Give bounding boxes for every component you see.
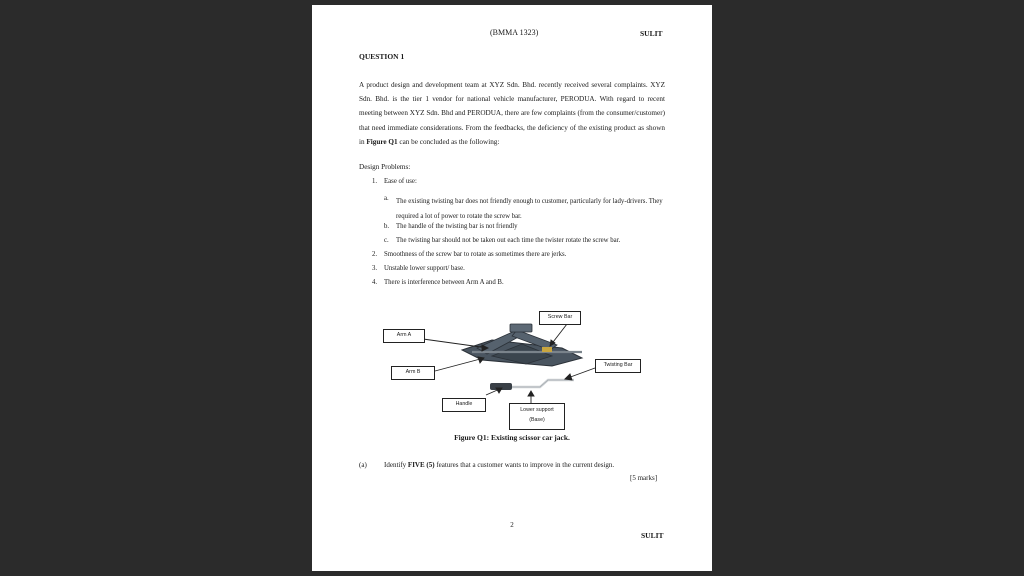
design-problems-title: Design Problems: <box>359 163 411 171</box>
label-twisting-bar: Twisting Bar <box>595 359 641 373</box>
figure-q1 <box>312 300 712 450</box>
part-a-question <box>384 461 614 469</box>
arrow-arm-a <box>423 339 488 348</box>
subproblem-letter: c. <box>384 237 389 244</box>
figure-reference: Figure Q1 <box>366 137 398 146</box>
footer-classification: SULIT <box>641 531 664 540</box>
problem-text: Unstable lower support/ base. <box>384 265 465 272</box>
paragraph-text-end: can be concluded as the following: <box>399 137 500 146</box>
subproblem-letter: a. <box>384 195 389 202</box>
subproblem-text: The handle of the twisting bar is not friendly <box>396 223 518 230</box>
question-title: QUESTION 1 <box>359 52 405 61</box>
arrow-head <box>565 374 572 380</box>
label-lower-support <box>509 403 565 430</box>
problem-number: 4. <box>372 279 378 286</box>
problem-number: 2. <box>372 251 378 258</box>
arrow-head <box>528 391 534 396</box>
problem-text: There is interference between Arm A and B. <box>384 279 504 286</box>
question-paragraph <box>359 78 665 149</box>
label-handle: Handle <box>442 398 486 412</box>
problem-text: Smoothness of the screw bar to rotate as sometimes there are jerks. <box>384 251 567 258</box>
label-lower-support-line1: Lower support <box>520 407 554 413</box>
header-classification: SULIT <box>640 29 663 38</box>
label-lower-support-line2: (Base) <box>529 417 545 423</box>
page-number: 2 <box>510 521 514 529</box>
jack-saddle-shape <box>510 324 532 332</box>
part-a-text-end: features that a customer wants to improve in the current design. <box>436 461 615 469</box>
part-a-count: FIVE (5) <box>407 461 435 469</box>
paragraph-text: A product design and development team at XYZ Sdn. Bhd. recently received several complaints. XYZ Sdn. Bhd. is the tier 1 vendor for national vehicle manufacturer, PERODUA. With regard to recent meeting between XYZ Sdn. Bhd and PERODUA, there are few complaints (from the consumer/customer) that need immediate considerations. From the feedbacks, the deficiency of the existing product as shown in <box>359 81 665 146</box>
screw-nut-shape <box>542 347 552 352</box>
part-a-letter: (a) <box>359 461 367 469</box>
arrow-arm-b <box>435 358 484 371</box>
subproblem-text: The twisting bar should not be taken out each time the twister rotate the screw bar. <box>396 237 621 244</box>
part-a-text-start: Identify <box>384 461 407 469</box>
subproblem-letter: b. <box>384 223 390 230</box>
label-arm-b: Arm B <box>391 366 435 380</box>
part-a-marks: [5 marks] <box>630 474 658 482</box>
label-arm-a: Arm A <box>383 329 425 343</box>
figure-caption: Figure Q1: Existing scissor car jack. <box>454 433 570 442</box>
problem-text: Ease of use: <box>384 178 417 185</box>
course-code: (BMMA 1323) <box>490 28 539 37</box>
label-screw-bar: Screw Bar <box>539 311 581 325</box>
subproblem-text: The existing twisting bar does not friendly enough to customer, particularly for lady-drivers. They required a lot of power to rotate the screw bar. <box>396 198 663 220</box>
document-page <box>312 5 712 571</box>
problem-number: 3. <box>372 265 378 272</box>
problem-number: 1. <box>372 178 378 185</box>
twisting-bar-shape <box>510 380 574 387</box>
